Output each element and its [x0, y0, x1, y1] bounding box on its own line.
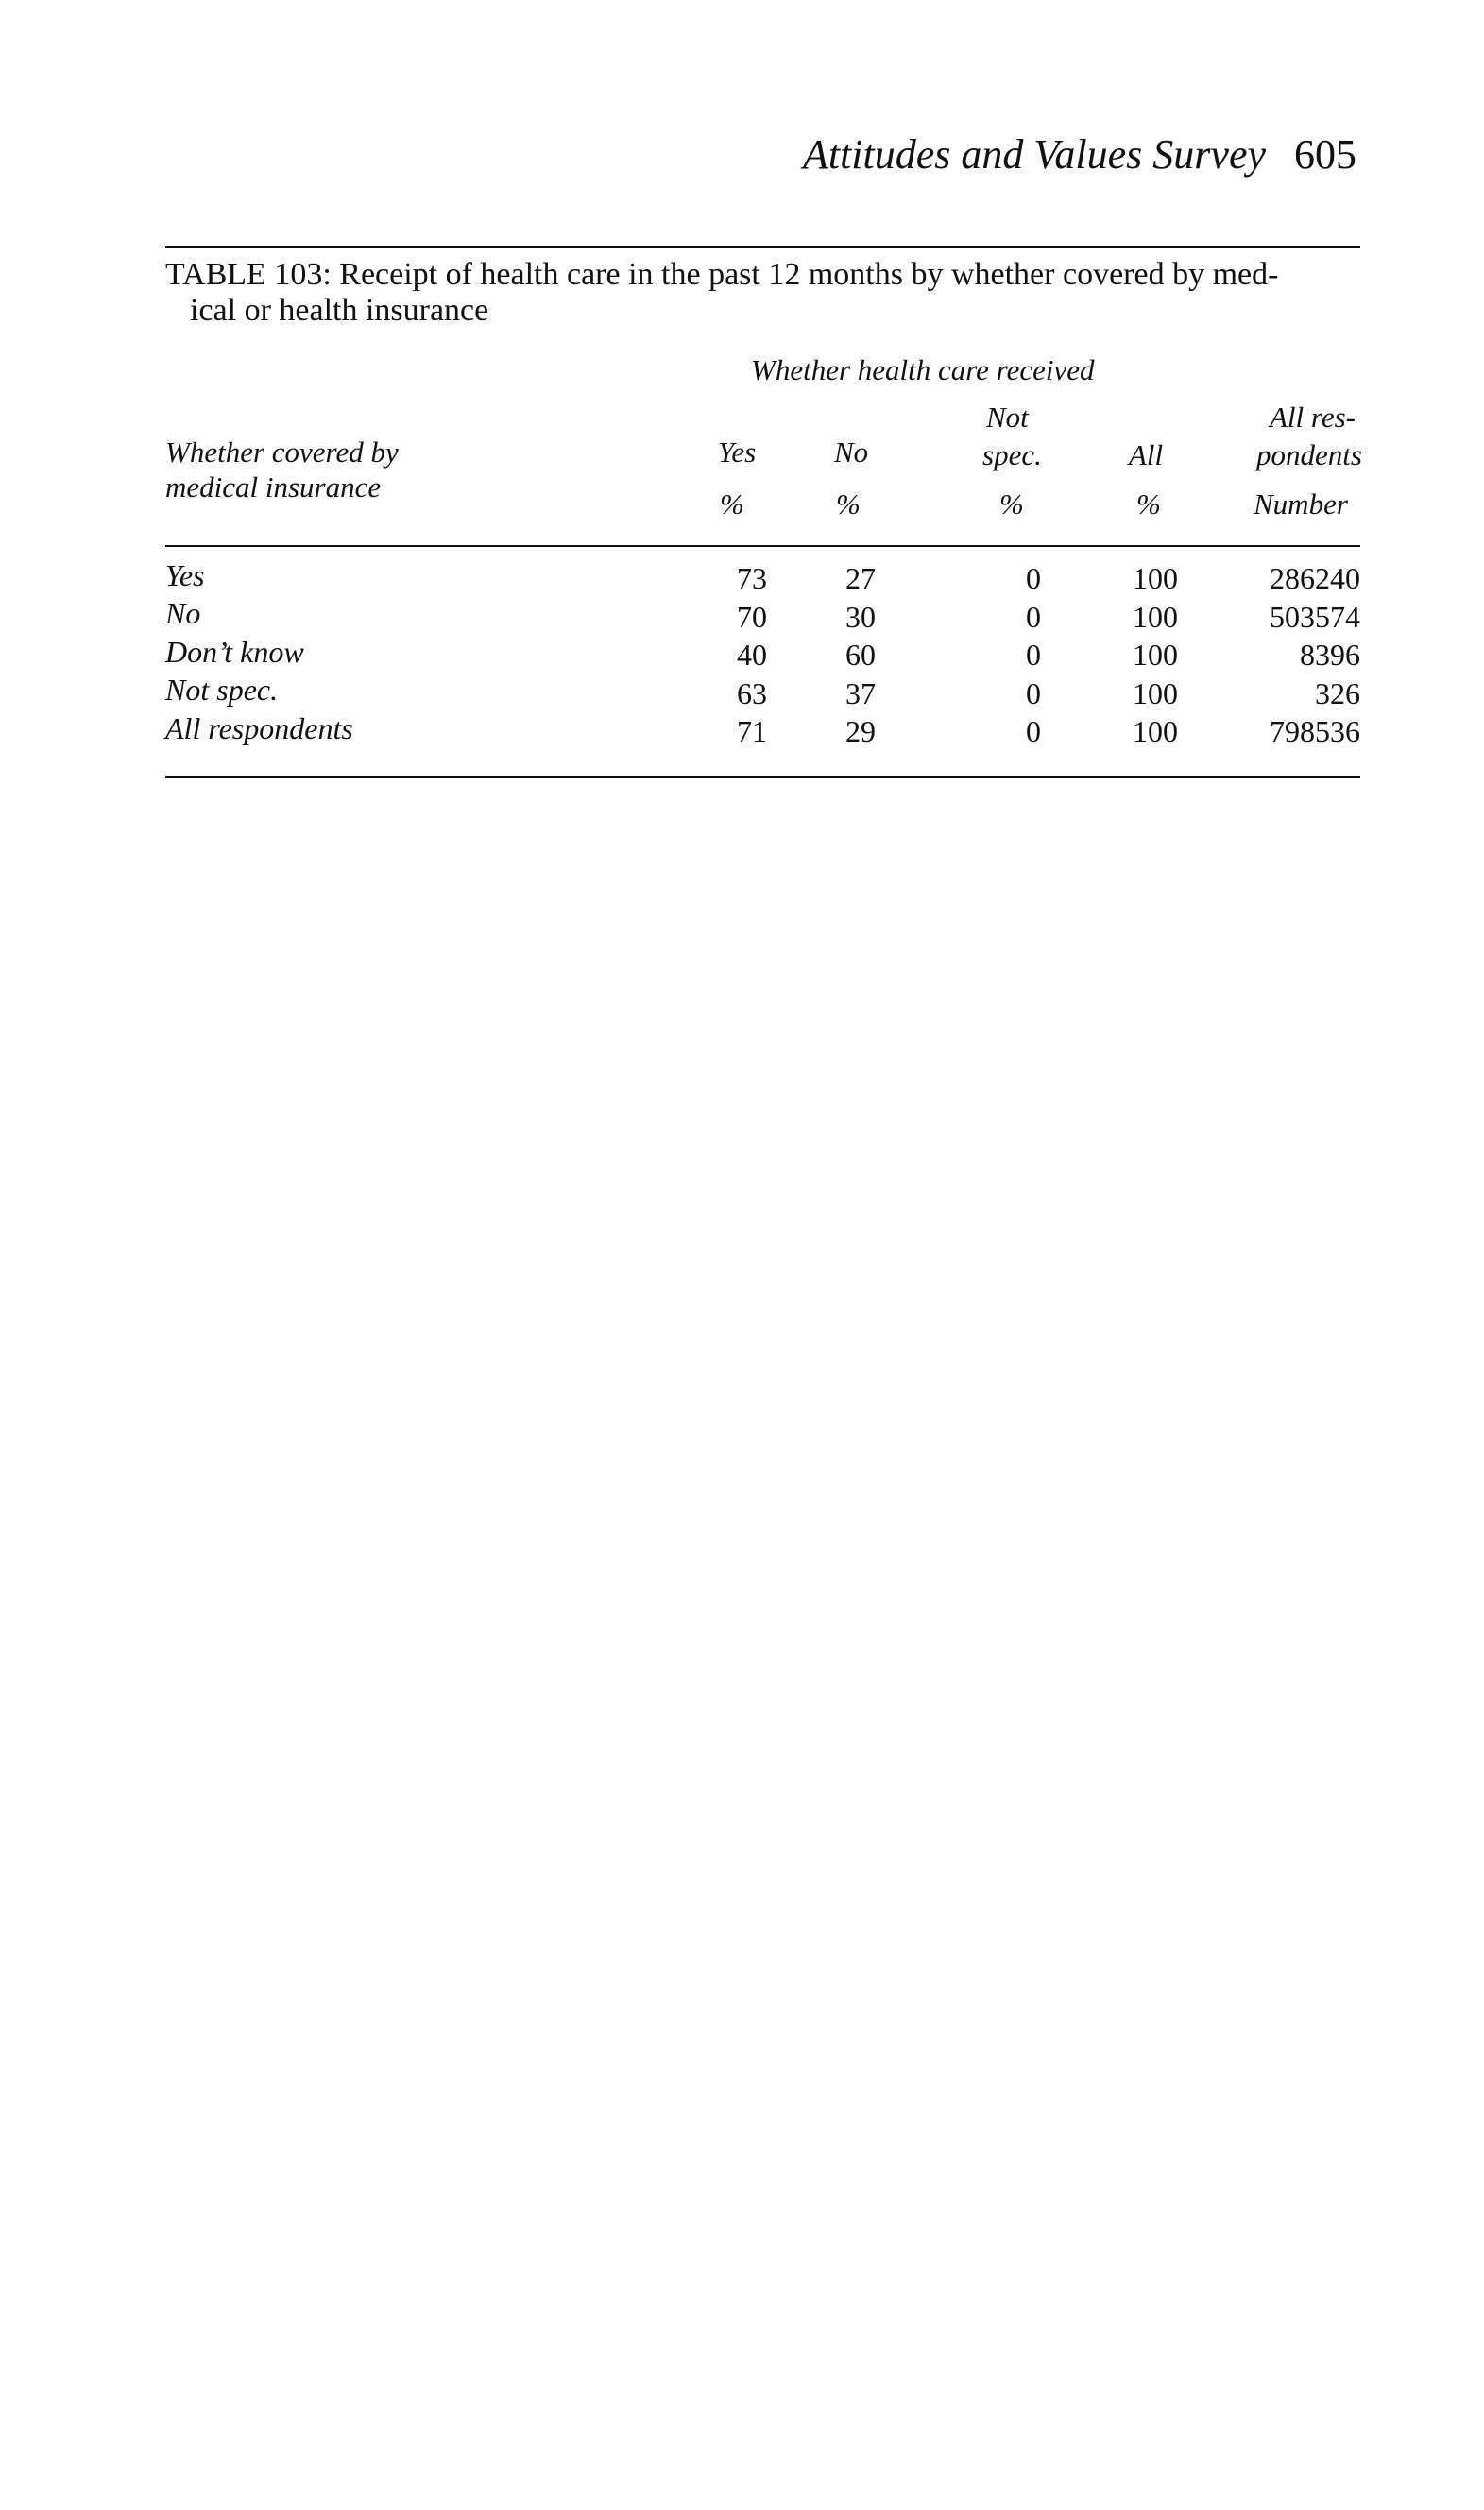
col-header-yes: Yes	[718, 435, 757, 469]
running-head	[802, 131, 1356, 178]
page-number: 605	[1294, 131, 1356, 178]
col-header-not-spec-line-2: spec.	[982, 438, 1042, 471]
cell-all: 100	[1133, 600, 1178, 634]
cell-yes: 63	[737, 676, 767, 710]
cell-number: 326	[1315, 676, 1360, 710]
cell-not-spec: 0	[1026, 561, 1041, 595]
table-bottom-rule	[165, 776, 1360, 778]
col-header-no: No	[834, 435, 869, 469]
cell-yes: 73	[737, 561, 767, 595]
cell-number: 503574	[1270, 600, 1360, 634]
cell-all: 100	[1133, 676, 1178, 710]
cell-not-spec: 0	[1026, 714, 1041, 748]
cell-no: 29	[845, 714, 876, 748]
row-label: All respondents	[165, 711, 353, 745]
row-label: Not spec.	[165, 673, 279, 707]
cell-number: 8396	[1300, 638, 1360, 672]
stub-header-line-2: medical insurance	[165, 470, 382, 504]
col-header-not-spec-line-1: Not	[986, 401, 1029, 434]
unit-not-spec-percent: %	[999, 487, 1024, 521]
cell-number: 798536	[1270, 714, 1360, 748]
table-caption-line-1: TABLE 103: Receipt of health care in the past 12 months by whether covered by med-	[165, 257, 1279, 292]
col-header-all: All	[1129, 438, 1164, 471]
table-header-rule	[165, 545, 1360, 547]
cell-no: 27	[845, 561, 876, 595]
cell-no: 60	[845, 638, 876, 672]
unit-no-percent: %	[836, 487, 861, 521]
unit-number: Number	[1254, 487, 1348, 521]
col-header-all-respondents-line-2: pondents	[1256, 438, 1362, 471]
cell-no: 30	[845, 600, 876, 634]
col-header-all-respondents-line-1: All res-	[1270, 401, 1356, 434]
stub-header-line-1: Whether covered by	[165, 435, 399, 469]
cell-not-spec: 0	[1026, 676, 1041, 710]
table-top-rule	[165, 246, 1360, 248]
unit-all-percent: %	[1136, 487, 1161, 521]
table-caption-line-2: ical or health insurance	[190, 293, 489, 328]
row-label: No	[165, 596, 201, 630]
cell-number: 286240	[1270, 561, 1360, 595]
cell-all: 100	[1133, 714, 1178, 748]
cell-all: 100	[1133, 638, 1178, 672]
cell-all: 100	[1133, 561, 1178, 595]
row-label: Yes	[165, 558, 205, 592]
cell-yes: 71	[737, 714, 767, 748]
table-caption	[165, 257, 1360, 329]
cell-not-spec: 0	[1026, 600, 1041, 634]
unit-yes-percent: %	[720, 487, 744, 521]
cell-yes: 40	[737, 638, 767, 672]
row-label: Don’t know	[165, 635, 304, 669]
column-spanner-heading: Whether health care received	[751, 353, 1095, 386]
cell-yes: 70	[737, 600, 767, 634]
cell-not-spec: 0	[1026, 638, 1041, 672]
running-head-title: Attitudes and Values Survey	[802, 131, 1266, 178]
cell-no: 37	[845, 676, 876, 710]
